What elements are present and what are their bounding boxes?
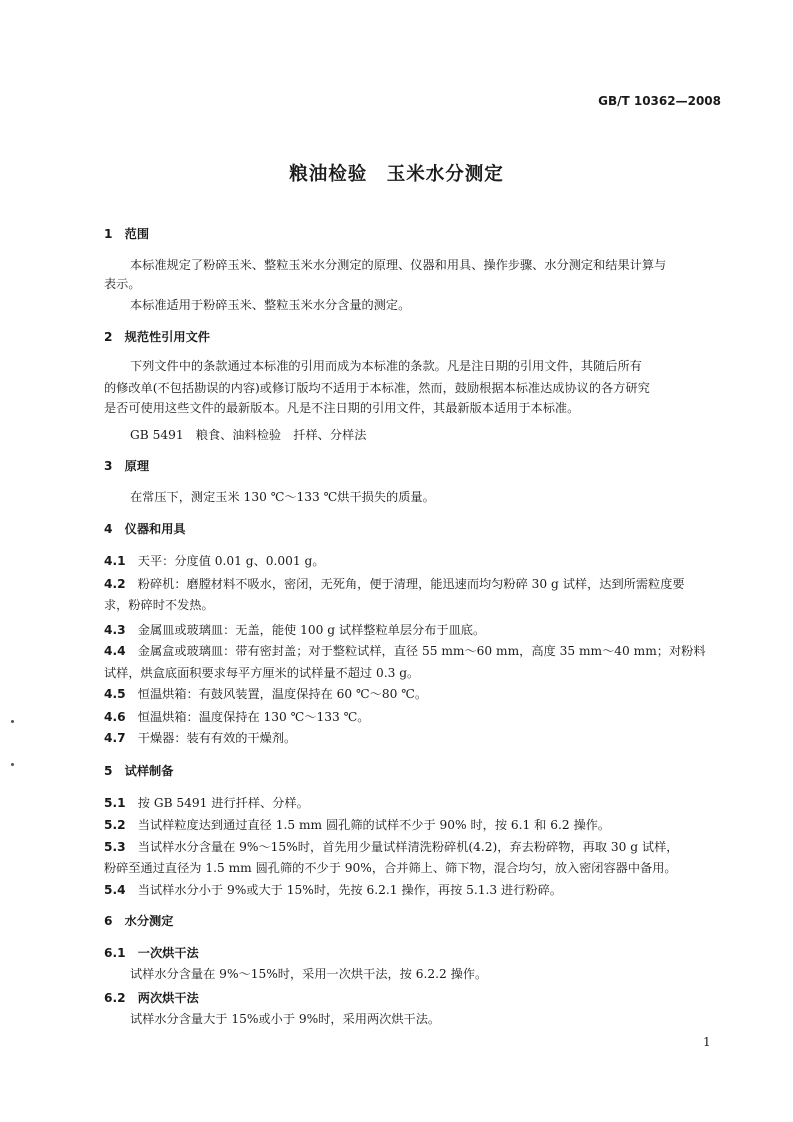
clause-5-2: 5.2 当试样粒度达到通过直径 1.5 mm 圆孔筛的试样不少于 90% 时，按 6.1 和 6.2 操作。 [104, 818, 611, 832]
paragraph-line: 表示。 [104, 277, 141, 291]
paragraph-line: 下列文件中的条款通过本标准的引用而成为本标准的条款。凡是注日期的引用文件，其随后所有 [130, 359, 642, 373]
clause-5-4: 5.4 当试样水分小于 9%或大于 15%时，先按 6.2.1 操作，再按 5.1.3 进行粉碎。 [104, 883, 562, 897]
section-heading-sample-prep: 5 试样制备 [104, 764, 174, 778]
paragraph-line: 在常压下，测定玉米 130 ℃～133 ℃烘干损失的质量。 [130, 490, 435, 504]
page-title: 粮油检验 玉米水分测定 [289, 164, 504, 185]
reference-item: GB 5491 粮食、油料检验 扦样、分样法 [130, 428, 367, 442]
paragraph-line: 求，粉碎时不发热。 [104, 598, 214, 612]
paragraph-line: 本标准适用于粉碎玉米、整粒玉米水分含量的测定。 [130, 298, 411, 312]
clause-4-6: 4.6 恒温烘箱：温度保持在 130 ℃～133 ℃。 [104, 710, 370, 724]
section-heading-moisture: 6 水分测定 [104, 914, 174, 928]
clause-6-2: 6.2 两次烘干法 [104, 991, 199, 1005]
clause-4-4: 4.4 金属盒或玻璃皿：带有密封盖；对于整粒试样，直径 55 mm～60 mm，高度 35 mm～40 mm；对粉料 [104, 644, 706, 658]
standard-number: GB/T 10362—2008 [598, 94, 721, 108]
clause-6-1: 6.1 一次烘干法 [104, 946, 199, 960]
clause-5-1: 5.1 按 GB 5491 进行扦样、分样。 [104, 796, 309, 810]
clause-4-2: 4.2 粉碎机：磨膛材料不吸水，密闭，无死角，便于清理，能迅速而均匀粉碎 30 g 试样，达到所需粒度要 [104, 577, 685, 591]
clause-4-5: 4.5 恒温烘箱：有鼓风装置，温度保持在 60 ℃～80 ℃。 [104, 687, 428, 701]
section-heading-principle: 3 原理 [104, 459, 150, 473]
paragraph-line: 试样水分含量大于 15%或小于 9%时，采用两次烘干法。 [130, 1012, 441, 1026]
paragraph-line: 粉碎至通过直径为 1.5 mm 圆孔筛的不少于 90%，合并筛上、筛下物，混合均匀，放入密闭容器中备用。 [104, 861, 677, 875]
paragraph-line: 的修改单(不包括勘误的内容)或修订版均不适用于本标准，然而，鼓励根据本标准达成协议的各方研究 [104, 381, 650, 395]
section-heading-scope: 1 范围 [104, 227, 150, 241]
scan-speck [11, 763, 14, 766]
page-number: 1 [703, 1035, 711, 1049]
clause-4-1: 4.1 天平：分度值 0.01 g、0.001 g。 [104, 554, 325, 568]
paragraph-line: 是否可使用这些文件的最新版本。凡是不注日期的引用文件，其最新版本适用于本标准。 [104, 401, 580, 415]
clause-4-7: 4.7 干燥器：装有有效的干燥剂。 [104, 731, 297, 745]
scan-speck [11, 720, 14, 723]
section-heading-references: 2 规范性引用文件 [104, 330, 210, 344]
clause-4-3: 4.3 金属皿或玻璃皿：无盖，能使 100 g 试样整粒单层分布于皿底。 [104, 623, 486, 637]
section-heading-apparatus: 4 仪器和用具 [104, 522, 186, 536]
paragraph-line: 试样水分含量在 9%～15%时，采用一次烘干法，按 6.2.2 操作。 [130, 967, 488, 981]
paragraph-line: 本标准规定了粉碎玉米、整粒玉米水分测定的原理、仪器和用具、操作步骤、水分测定和结果计算与 [130, 258, 667, 272]
paragraph-line: 试样，烘盒底面积要求每平方厘米的试样量不超过 0.3 g。 [104, 666, 420, 680]
clause-5-3: 5.3 当试样水分含量在 9%～15%时，首先用少量试样清洗粉碎机(4.2)，弃去粉碎物，再取 30 g 试样， [104, 840, 679, 854]
